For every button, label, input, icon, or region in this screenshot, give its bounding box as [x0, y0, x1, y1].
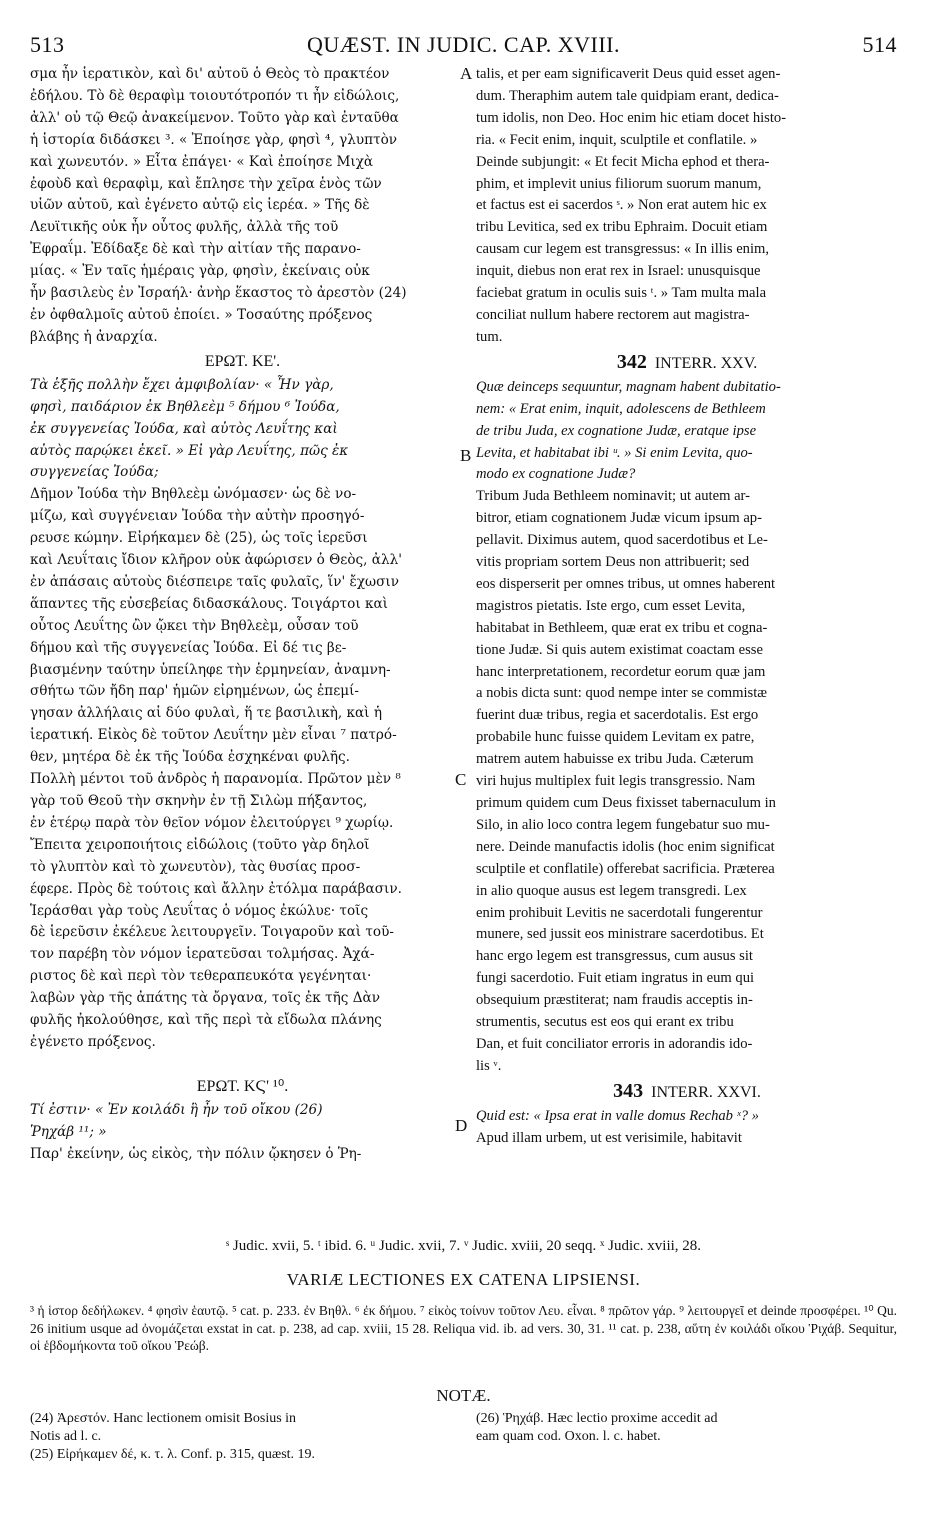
variae-title: VARIÆ LECTIONES EX CATENA LIPSIENSI.: [286, 1270, 641, 1289]
latin-heading-2: 343 INTERR. XXVI.: [613, 1079, 761, 1102]
notae-left: (24) Ἀρεστόν. Hanc lectionem omisit Bosius in Notis ad l. c. (25) Εἰρήκαμεν δέ, κ. τ. λ. Conf. p. 315, quæst. 19.: [30, 1411, 316, 1462]
greek-paragraph-3: Παρ' ἐκείνην, ὡς εἰκὸς, τὴν πόλιν ᾤκησεν ὁ Ῥη-: [30, 1145, 362, 1162]
notae-right: (26) Ῥηχάβ. Hæc lectio proxime accedit ad eam quam cod. Oxon. l. c. habet.: [476, 1411, 718, 1444]
running-title: QUÆST. IN JUDIC. CAP. XVIII.: [306, 32, 621, 57]
page-number-left: 513: [30, 32, 65, 57]
page-header: [30, 32, 897, 60]
scripture-references: ˢ Judic. xvii, 5. ᵗ ibid. 6. ᵘ Judic. xvii, 7. ᵛ Judic. xviii, 20 seqq. ˣ Judic. xviii, 28.: [225, 1238, 702, 1254]
latin-paragraph-3: Apud illam urbem, ut est verisimile, habitavit: [476, 1129, 742, 1146]
margin-marker-a: A: [460, 64, 473, 83]
latin-question-1: Quæ deinceps sequuntur, magnam habent dubitatio- nem: « Erat enim, inquit, adolescens de Bethleem de tribu Juda, ex cognatione Judæ, eratque ipse Levita, et habitabat ibi ᵘ. » Si enim Levita, quo- modo ex cognatione Judæ?: [476, 378, 781, 483]
variae-text: ³ ἡ ἱστορ δεδήλωκεν. ⁴ φησὶν ἑαυτῷ. ⁵ cat. p. 233. ἐν Βηθλ. ⁶ ἐκ δήμου. ⁷ εἰκὸς τοίνυν τοῦτον Λευ. εἶναι. ⁸ πρῶτον γάρ. ⁹ λειτουργεῖ et deinde προσφέρει. ¹⁰ Qu. 26 initium usque ad ὀνομάζεται exstat in cat. p. 238, ad cap. xviii, 15 28. Reliqua vid. ib. ad vers. 30, 31. ¹¹ cat. p. 238, αὕτη ἐν κοιλάδι οἴκου Ῥιχάβ. Sequitur, οἱ ἑβδομήκοντα τοῦ οἴκου Ῥεώβ.: [30, 1303, 897, 1353]
page-number-right: 514: [862, 32, 897, 57]
latin-paragraph-1: talis, et per eam significaverit Deus quid esset agen- dum. Theraphim autem tale quidpiam erant, dedica- tum idolis, non Deo. Hoc enim hic etiam docet histo- ria. « Fecit enim, inquit, sculptile et conflatile. » Deinde subjungit: « Et fecit Micha ephod et thera- phim, et implevit unius filiorum suorum manum, et factus est ei sacerdos ˢ. » Non erat autem hic ex tribu Levitica, sed ex tribu Ephraim. Docuit etiam causam cur legem est transgressus: « In illis enim, inquit, diebus non erat rex in Israel: unusquisque faciebat gratum in oculis suis ᵗ. » Tam multa mala conciliat nullum habere rectorem aut magistra- tum.: [476, 66, 787, 345]
margin-marker-b: B: [460, 446, 472, 465]
margin-marker-c: C: [455, 770, 467, 789]
greek-question-2: Τί ἐστιν· « Ἐν κοιλάδι ἣ ἦν τοῦ οἴκου (26) Ῥηχάβ ¹¹; »: [30, 1101, 323, 1140]
greek-paragraph-1: σμα ἦν ἱερατικὸν, καὶ δι' αὐτοῦ ὁ Θεὸς τὸ πρακτέον ἐδήλου. Τὸ δὲ θεραφὶμ τοιουτότροπόν τι ἦν εἰδώλοις, ἀλλ' οὐ τῷ Θεῷ ἀνακείμενον. Τοῦτο γὰρ καὶ ἐνταῦθα ἡ ἱστορία διδάσκει ³. « Ἐποίησε γὰρ, φησὶ ⁴, γλυπτὸν καὶ χωνευτόν. » Εἶτα ἐπάγει· « Καὶ ἐποίησε Μιχὰ ἐφοὺδ καὶ θεραφὶμ, καὶ ἔπλησε τὴν χεῖρα ἑνὸς τῶν υἱῶν αὐτοῦ, καὶ ἐγένετο αὐτῷ εἰς ἱερέα. » Τῆς δὲ Λευϊτικῆς οὐκ ἦν οὗτος φυλῆς, ἀλλὰ τῆς τοῦ Ἐφραΐμ. Ἐδίδαξε δὲ καὶ τὴν αἰτίαν τῆς παρανο- μίας. « Ἐν ταῖς ἡμέραις γὰρ, φησὶν, ἐκείναις οὐκ ἦν βασιλεὺς ἐν Ἰσραήλ· ἀνὴρ ἕκαστος τὸ ἀρεστὸν (24) ἐν ὀφθαλμοῖς αὐτοῦ ἐποίει. » Τοσαύτης πρόξενος βλάβης ἡ ἀναρχία.: [30, 66, 407, 345]
greek-heading-2: ΕΡΩΤ. ΚϚ' ¹⁰.: [196, 1077, 289, 1095]
greek-column: [30, 64, 455, 1166]
latin-column: [476, 64, 898, 1150]
margin-marker-d: D: [455, 1116, 468, 1135]
latin-paragraph-2: Tribum Juda Bethleem nominavit; ut autem ar- bitror, etiam cognationem Judæ vicum ipsum ap- pellavit. Diximus autem, quod sacerdotibus et Le- vitis propriam sortem Deus non attribuerit; sed eos disperserit per omnes tribus, ut omnes haberent magistros pietatis. Iste ergo, cum esset Levita, habitabat in Bethleem, quæ erat ex tribu et cogna- tione Judæ. Si quis autem existimat coactam esse hanc interpretationem, recordetur eorum quæ jam a nobis dicta sunt: quod nempe inter se commistæ fuerint duæ tribus, regia et sacerdotalis. Est ergo probabile hunc fuisse quidem Levitam ex patre, matrem autem habuisse ex tribu Juda. Cæterum viri hujus multiplex fuit legis transgressio. Nam primum quidem cum Deus fixisset tabernaculum in Silo, in alio loco contra legem fungebatur suo mu- nere. Deinde manufactis idolis (hoc enim significat sculptile et conflatile) offerebat sacrificia. Præterea in alio quoque ausus est legem transgredi. Lex enim prohibuit Levitis ne sacerdotali fungerentur munere, sed jussit eos ministrare sacerdotibus. Et hanc ergo legem est transgressus, cum ausus sit fungi sacerdotio. Fuit etiam ingratus in eum qui obsequium præstiterat; nam fraudis acceptis in- strumentis, secutus est eos qui erant ex tribu Dan, et fuit conciliator erroris in adorandis ido- lis ᵛ.: [476, 488, 776, 1074]
latin-question-2: Quid est: « Ipsa erat in valle domus Rechab ˣ? »: [476, 1107, 759, 1124]
greek-paragraph-2: Δῆμον Ἰούδα τὴν Βηθλεὲμ ὠνόμασεν· ὡς δὲ νο- μίζω, καὶ συγγένειαν Ἰούδα τὴν αὐτὴν προσηγό- ρευσε κώμην. Εἰρήκαμεν δὲ (25), ὡς τοῖς ἱερεῦσι καὶ Λευΐταις ἴδιον κλῆρον οὐκ ἀφώρισεν ὁ Θεὸς, ἀλλ' ἐν ἁπάσαις αὐτοὺς διέσπειρε ταῖς φυλαῖς, ἵν' ἔχωσιν ἅπαντες τῆς εὐσεβείας διδασκάλους. Τοιγάρτοι καὶ οὗτος Λευΐτης ὢν ᾤκει τὴν Βηθλεὲμ, οὖσαν τοῦ δήμου καὶ τῆς συγγενείας Ἰούδα. Εἰ δέ τις βε- βιασμένην ταύτην ὑπείληφε τὴν ἑρμηνείαν, ἀναμνη- σθήτω τῶν ἤδη παρ' ἡμῶν εἰρημένων, ὡς ἐπεμί- γησαν ἀλλήλαις αἱ δύο φυλαὶ, ἥ τε βασιλικὴ, καὶ ἡ ἱερατική. Εἰκὸς δὲ τοῦτον Λευΐτην μὲν εἶναι ⁷ πατρό- θεν, μητέρα δὲ ἐκ τῆς Ἰούδα ἐσχηκέναι φυλῆς. Πολλὴ μέντοι τοῦ ἀνδρὸς ἡ παρανομία. Πρῶτον μὲν ⁸ γὰρ τοῦ Θεοῦ τὴν σκηνὴν ἐν τῇ Σιλὼμ πήξαντος, ἐν ἑτέρῳ παρὰ τὸν θεῖον νόμον ἐλειτούργει ⁹ χωρίῳ. Ἔπειτα χειροποιήτοις εἰδώλοις (τοῦτο γὰρ δηλοῖ τὸ γλυπτὸν καὶ τὸ χωνευτὸν), τὰς θυσίας προσ- έφερε. Πρὸς δὲ τούτοις καὶ ἄλλην ἐτόλμα παράβασιν. Ἱεράσθαι γὰρ τοὺς Λευΐτας ὁ νόμος ἐκώλυε· τοῖς δὲ ἱερεῦσιν ἐκέλευε λειτουργεῖν. Τοιγαροῦν καὶ τοῦ- τον παρέβη τὸν νόμον ἱερατεῦσαι τολμήσας. Ἀχά- ριστος δὲ καὶ περὶ τὸν τεθεραπευκότα γεγένηται· λαβὼν γὰρ τῆς ἀπάτης τὰ ὄργανα, τοῖς ἐκ τῆς Δὰν φυλῆς ἠκολούθησε, καὶ τῆς περὶ τὰ εἴδωλα πλάνης ἐγένετο πρόξενος.: [30, 486, 402, 1050]
greek-question-1: Τὰ ἑξῆς πολλὴν ἔχει ἀμφιβολίαν· « Ἦν γὰρ, φησὶ, παιδάριον ἐκ Βηθλεὲμ ⁵ δήμου ⁶ Ἰούδα, ἐκ συγγενείας Ἰούδα, καὶ αὐτὸς Λευΐτης καὶ αὐτὸς παρῴκει ἐκεῖ. » Εἰ γὰρ Λευΐτης, πῶς ἐκ συγγενείας Ἰούδα;: [30, 376, 349, 481]
latin-heading-1: 342 INTERR. XXV.: [616, 350, 758, 373]
notae-title: NOTÆ.: [436, 1386, 491, 1405]
greek-heading-1: ΕΡΩΤ. ΚΕ'.: [204, 352, 281, 370]
